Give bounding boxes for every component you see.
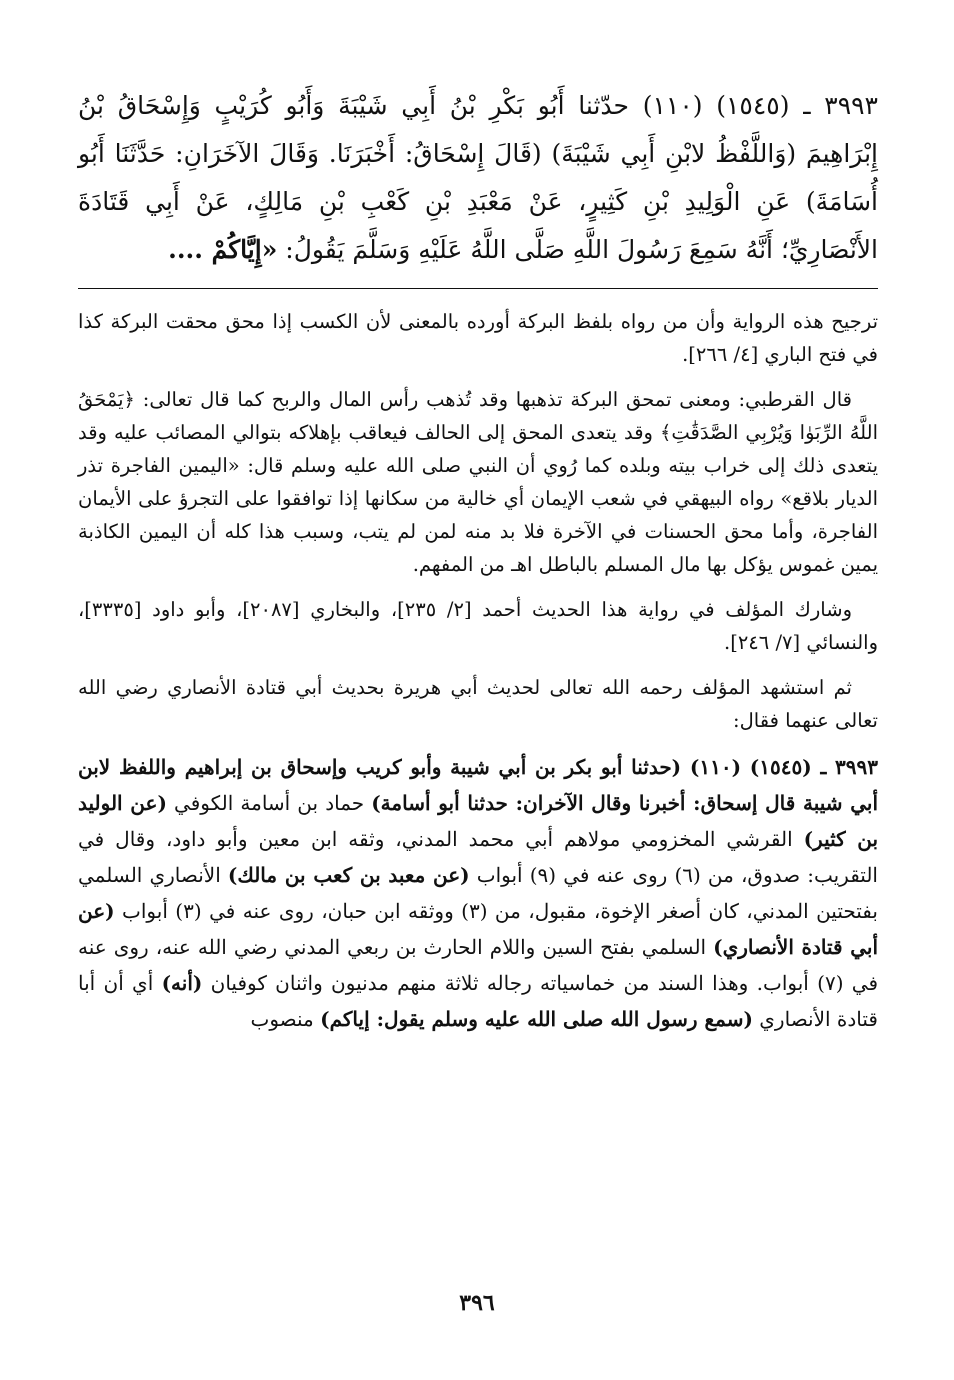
commentary-paragraph: ترجيح هذه الرواية وأن من رواه بلفظ البركة أورده بالمعنى لأن الكسب إذا محق محقت البركة كذا في فتح الباري [٤/ ٢٦٦]. [78,310,878,366]
sharh-bold: (عن أبي قتادة الأنصاري) [78,899,878,959]
sharh-bold: (أنه) [161,971,203,995]
commentary-paragraph: قال القرطبي: ومعنى تمحق البركة تذهبها وقد تُذهب رأس المال والربح كما قال تعالى: ﴿يَمْحَقُ اللَّهُ الرِّبَوٰا وَيُرْبِي الصَّدَقَٰتِ﴾ وقد يتعدى المحق إلى الحالف فيعاقب بإهلاكه بتوالي المصائب عليه وقد يتعدى ذلك إلى خراب بيته وبلده كما رُوي أن النبي صلى الله عليه وسلم قال: «اليمين الفاجرة تذر الديار بلاقع» رواه البيهقي في شعب الإيمان أي خالية من سكانها إذا توافقوا على التجرؤ على الأيمان الفاجرة، وأما محق الحسنات في الآخرة فلا بد منه لمن لم يتب، وسبب هذا كله أن اليمين الكاذبة يمين غموس يؤكل بها مال المسلم بالباطل اهـ من المفهم. [78,388,878,576]
sharh-text: الأنصاري السلمي بفتحتين المدني، كان أصغر الإخوة، مقبول، من (٣) ووثقه ابن حبان، روى عنه في (٣) أبواب [78,863,878,923]
hadith-tail: «إِيَّاكُمْ .... [168,235,278,264]
sharh-paragraph [78,749,878,1037]
sharh-bold: ٣٩٩٣ ـ (١٥٤٥) (١١٠) (حدثنا أبو بكر بن أبي شيبة وأبو كريب وإسحاق بن إبراهيم واللفظ لابن أبي شيبة قال إسحاق: أخبرنا وقال الآخران: حدثنا أبو أسامة) [78,755,879,815]
hadith-main: ٣٩٩٣ ـ (١٥٤٥) (١١٠) حدّثنا أَبُو بَكْرِ بْنُ أَبِي شَيْبَةَ وَأَبُو كُرَيْبٍ وَإِسْحَاقُ بْنُ إِبْرَاهِيمَ (وَاللَّفْظُ لابْنِ أَبِي شَيْبَةَ) (قَالَ إِسْحَاقُ: أَخْبَرَنَا. وَقَالَ الآخَرَانِ: حَدَّثَنَا أَبُو أُسَامَةَ) عَنِ الْوَلِيدِ بْنِ كَثِيرٍ، عَنْ مَعْبَدِ بْنِ كَعْبِ بْنِ مَالِكٍ، عَنْ أَبِي قَتَادَةَ الأَنْصَارِيِّ؛ أَنَّهُ سَمِعَ رَسُولَ اللَّهِ صَلَّى اللَّهُ عَلَيْهِ وَسَلَّمَ يَقُولُ: [78,91,878,264]
sharh-text: حماد بن أسامة الكوفي [174,791,365,815]
page-body [78,82,878,1057]
page-number: ٣٩٦ [459,1290,495,1316]
commentary-paragraph: ثم استشهد المؤلف رحمه الله تعالى لحديث أبي هريرة بحديث أبي قتادة الأنصاري رضي الله تعالى عنهما فقال: [78,676,878,732]
sharh-bold: (سمع رسول الله صلى الله عليه وسلم يقول: إياكم) [320,1007,753,1031]
sharh-text: السلمي بفتح السين واللام الحارث بن ربعي المدني رضي الله عنه، روى عنه في (٧) أبواب. وهذا السند من خماسياته رجاله ثلاثة منهم مدنيون واثنان كوفيان [78,935,879,995]
sharh-bold: (عن الوليد بن كثير) [78,791,879,851]
sharh-text: منصوب [250,1007,314,1031]
sharh-text: أي أن أبا قتادة الأنصاري [78,971,878,1031]
commentary-section [78,305,878,737]
commentary-paragraph: وشارك المؤلف في رواية هذا الحديث أحمد [٢/ ٢٣٥]، والبخاري [٢٠٨٧]، وأبو داود [٣٣٣٥]، والنسائي [٧/ ٢٤٦]. [78,598,878,654]
hadith-text [78,82,878,274]
separator-line [78,288,878,289]
sharh-text: القرشي المخزومي مولاهم أبي محمد المدني، وثقه ابن معين وأبو داود، وقال في التقريب: صدوق، من (٦) روى عنه في (٩) أبواب [78,827,878,887]
sharh-bold: (عن معبد بن كعب بن مالك) [227,863,470,887]
